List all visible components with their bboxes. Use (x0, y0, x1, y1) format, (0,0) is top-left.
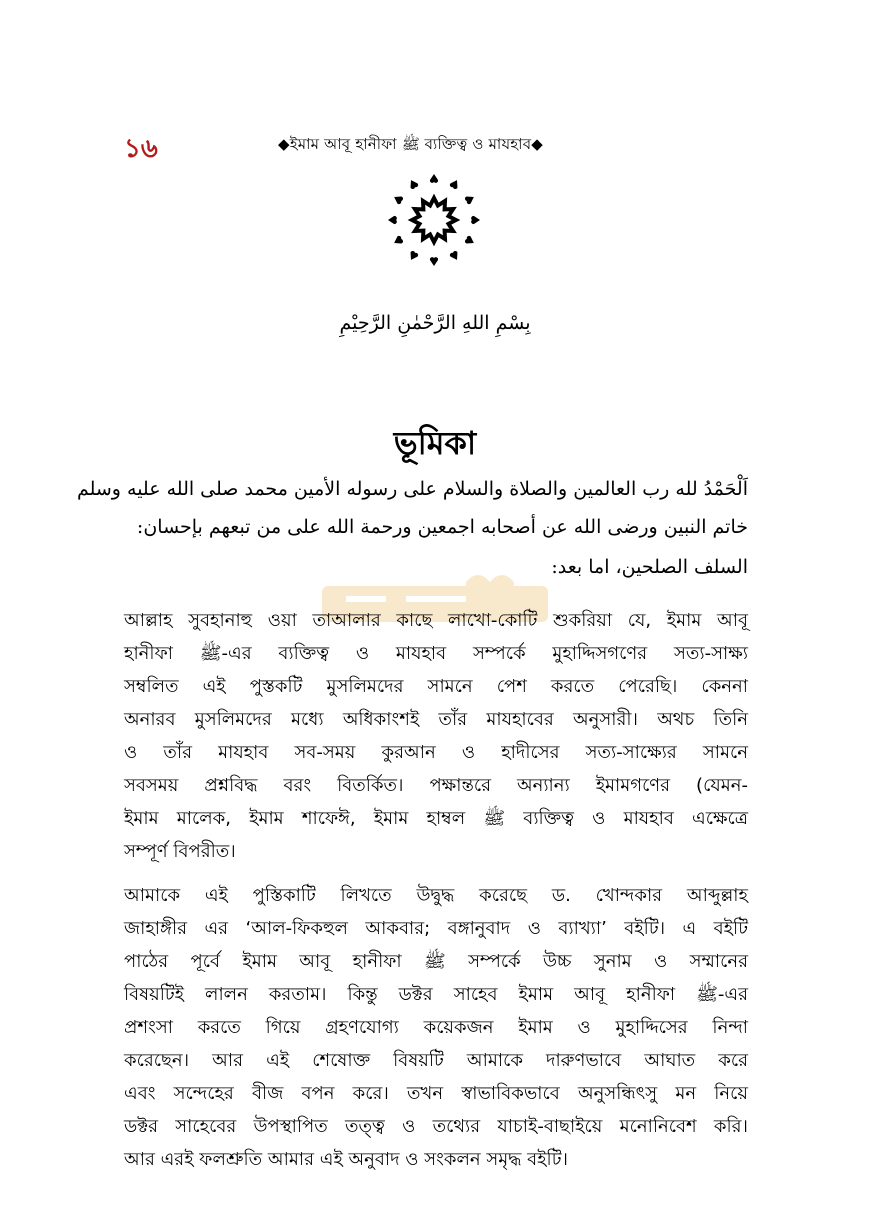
paragraph-line: আর এরই ফলশ্রুতি আমার এই অনুবাদ ও সংকলন সমৃদ্ধ বইটি। (124, 1149, 568, 1170)
paragraph-line: ও তাঁর মাযহাব সব-সময় কুরআন ও হাদীসের সত্য-সাক্ষ্যের সামনে (124, 742, 748, 763)
paragraph-line: সবসময় প্রশ্নবিদ্ধ বরং বিতর্কিত। পক্ষান্তরে অন্যান্য ইমামগণের (যেমন- (124, 775, 748, 796)
running-header: ◆ইমাম আবূ হানীফা ﷺ ব্যক্তিত্ব ও মাযহাব◆ (278, 135, 544, 153)
paragraph-line: হানীফা ﷺ-এর ব্যক্তিত্ব ও মাযহাব সম্পর্কে মুহাদ্দিসগণের সত্য-সাক্ষ্য (124, 643, 748, 664)
bismillah: بِسْمِ اللهِ الرَّحْمٰنِ الرَّحِيْمِ (339, 312, 531, 334)
arabic-line: السلف الصلحين، اما بعد: (551, 556, 748, 578)
paragraph-line: জাহাঙ্গীর এর ‘আল-ফিকহুল আকবার; বঙ্গানুবাদ ও ব্যাখ্যা’ বইটি। এ বইটি (124, 918, 748, 939)
paragraph-line: আল্লাহ সুবহানাহু ওয়া তাআলার কাছে লাখো-কোটি শুকরিয়া যে, ইমাম আবূ (124, 610, 748, 631)
page-number: ১৬ (124, 134, 158, 164)
paragraph-line: এবং সন্দেহের বীজ বপন করে। তখন স্বাভাবিকভাবে অনুসন্ধিৎসু মন নিয়ে (124, 1083, 748, 1104)
section-heading: ভূমিকা (393, 424, 477, 462)
paragraph-line: ডক্টর সাহেবের উপস্থাপিত তত্ত্ব ও তথ্যের যাচাই-বাছাইয়ে মনোনিবেশ করি। (124, 1116, 748, 1137)
arabic-line: اَلْحَمْدُ لله رب العالمين والصلاة والسلام على رسوله الأمين محمد صلى الله عليه وسلم (76, 478, 748, 500)
arabic-line: خاتم النبين ورضى الله عن أصحابه اجمعين ورحمة الله على من تبعهم بإحسان: (136, 516, 748, 538)
paragraph-line: অনারব মুসলিমদের মধ্যে অধিকাংশই তাঁর মাযহাবের অনুসারী। অথচ তিনি (124, 709, 748, 730)
paragraph-line: বিষয়টিই লালন করতাম। কিন্তু ডক্টর সাহেব ইমাম আবূ হানীফা ﷺ-এর (124, 984, 748, 1005)
paragraph-line: ইমাম মালেক, ইমাম শাফেঈ, ইমাম হাম্বল ﷺ ব্যক্তিত্ব ও মাযহাব এক্ষেত্রে (124, 808, 748, 829)
paragraph-line: করেছেন। আর এই শেষোক্ত বিষয়টি আমাকে দারুণভাবে আঘাত করে (124, 1050, 748, 1071)
paragraph-line: সম্বলিত এই পুস্তকটি মুসলিমদের সামনে পেশ করতে পেরেছি। কেননা (124, 676, 748, 697)
ornament-star-icon (386, 172, 482, 268)
paragraph-line: প্রশংসা করতে গিয়ে গ্রহণযোগ্য কয়েকজন ইমাম ও মুহাদ্দিসের নিন্দা (124, 1017, 748, 1038)
paragraph-line: সম্পূর্ণ বিপরীত। (124, 841, 236, 862)
paragraph-line: আমাকে এই পুস্তিকাটি লিখতে উদ্বুদ্ধ করেছে ড. খোন্দকার আব্দুল্লাহ (124, 885, 748, 906)
paragraph-line: পাঠের পূর্বে ইমাম আবূ হানীফা ﷺ সম্পর্কে উচ্চ সুনাম ও সম্মানের (124, 951, 748, 972)
